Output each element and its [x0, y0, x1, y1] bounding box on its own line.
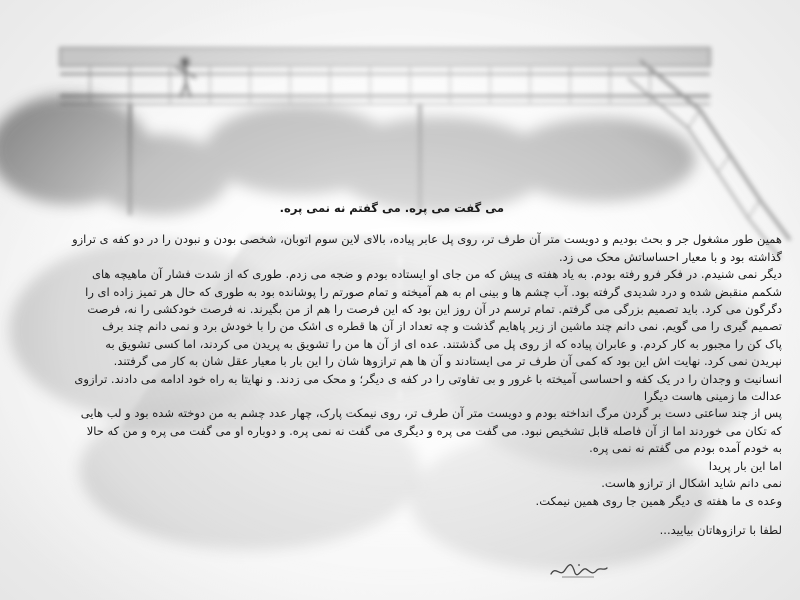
poem-line: گذاشته بود و با معیار احساساتش محک می زد.: [559, 249, 782, 264]
poem-line: اما این بار پریدا: [708, 458, 782, 473]
poem-line: وعده ی ما هفته ی دیگر همین جا روی همین نیمکت.: [535, 493, 782, 508]
signature-icon: [548, 558, 610, 582]
poem-line: عدالت ما زمینی هاست دیگرا: [643, 389, 782, 404]
poem-title-line: می گفت می پره. می گفتم نه نمی پره.: [279, 201, 504, 215]
poem-text: [18, 200, 782, 539]
poem-line: انسانیت و وجدان را در یک کفه و احساسی آمیخته با غرور و بی تفاوتی را در کفه ی دیگر؛ و محک می زدند. و نهایتا به راه خود ادامه می دادند. ترازوی: [74, 371, 782, 386]
poem-line: پاک کن را مجبور به کار کردم. و عابران پیاده که از روی پل می گذشتند. عده ای از آن ها من را تشویق به پریدن می کردند، اما کسی تشویق به: [105, 336, 782, 351]
poem-line: همین طور مشغول جر و بحث بودیم و دویست متر آن طرف تر، روی پل عابر پیاده، بالای لاین سوم اتوبان، شخصی بودن و نبودن را در دو کفه ی ترازو: [72, 232, 782, 247]
poem-line: نپریدن نمی کرد. نهایت اش این بود که کمی آن طرف تر می ایستادند و آن ها هم ترازوها شان را این بار با معیار عقل شان به کار می گرفتند.: [113, 354, 782, 369]
poem-line: به خودم آمده بودم می گفتم نه نمی پره.: [589, 441, 782, 456]
poem-line: تصمیم گیری را می گویم. نمی دانم چند ماشین از زیر پاهایم گذشت و چه تعداد از آن ها قطره ی اشک من را با خودش برد و نمی دانم چند برف: [102, 319, 782, 334]
poem-closing-line: لطفا با ترازوهاتان بیایید...: [659, 522, 782, 537]
poem-line: دیگر نمی شنیدم. در فکر فرو رفته بودم. به یاد هفته ی پیش که من جای او ایستاده بودم و ضجه می زدم. طوری که از شدت فشار آن ماهیچه های: [91, 267, 782, 282]
poem-line: نمی دانم شاید اشکال از ترازو هاست.: [601, 476, 782, 491]
poem-line: شکمم منقبض شده و درد شدیدی گرفته بود. آب چشم ها و بینی ام به هم آمیخته و تمام صورتم را پوشانده بود به طوری که حال هر تمیز زاده ای را: [85, 284, 782, 299]
poem-line: پس از چند ساعتی دست بر گردن مرگ انداخته بودم و دویست متر آن طرف تر، روی نیمکت پارک، چهار عدد چشم به من دوخته شده بود و لب هایی: [80, 406, 782, 421]
poem-line: که تکان می خوردند اما از آن فاصله قابل تشخیص نبود. می گفت می پره و دیگری می گفت نه نمی پره. و دوباره او می گفت می پره و من که حالا: [86, 423, 782, 438]
poem-line: دگرگون می کرد. باید تصمیم بزرگی می گرفتم. تمام ترسم در آن روز این بود که این فرصت را هم از من بگیرند. نه فرصت خودکشی را نه، فرصت: [87, 302, 782, 317]
